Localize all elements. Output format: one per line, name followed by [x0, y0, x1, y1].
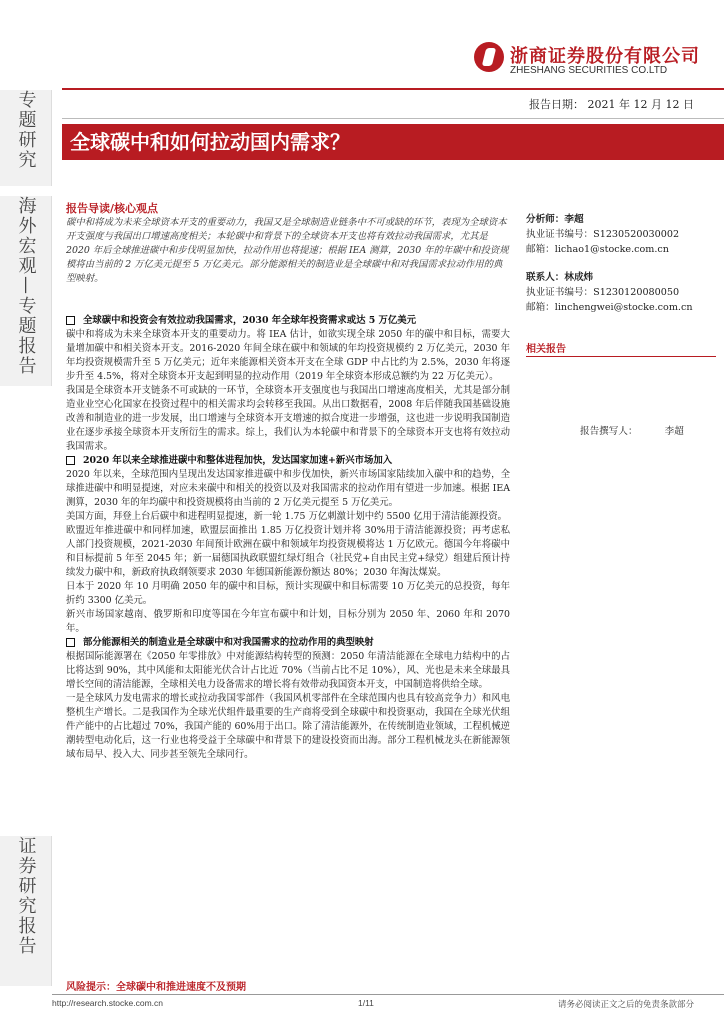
side-tab-type — [0, 836, 52, 986]
report-title: 全球碳中和如何拉动国内需求？ — [70, 130, 350, 154]
header-divider — [62, 88, 724, 90]
section-heading — [66, 636, 510, 650]
footer-divider — [52, 994, 724, 995]
writer-label: 报告撰写人： — [580, 426, 638, 437]
contact-email[interactable]: linchengwei@stocke.com.cn — [554, 302, 693, 313]
cert-number: S1230120080050 — [593, 287, 680, 298]
paragraph: 我国是全球资本开支链条不可或缺的一环节，全球资本开支强度也与我国出口增速高度相关，尤其是部分制造业业空心化国家在投资过程中的相关需求均会转移至我国。从出口数据看，2008 年后伴随我国基础设施改善和制造业的进一步发展，出口增速与全球资本开支增速的拟合度进一步增强，这也进一步说明我国制造业在逐步承接全球资本开支所衍生的需求。综上，我们认为本轮碳中和背景下的全球资本开支也将有效拉动我国需求。 — [66, 385, 510, 452]
risk-warning: 风险提示：全球碳中和推进速度不及预期 — [66, 982, 246, 993]
paragraph: 新兴市场国家越南、俄罗斯和印度等国在今年宣布碳中和计划，目标分别为 2050 年、2060 年和 2070 年。 — [66, 609, 510, 634]
related-reports-divider — [526, 356, 716, 357]
analyst-name: 李超 — [564, 214, 584, 225]
paragraph: 一是全球风力发电需求的增长或拉动我国零部件（我国风机零部件在全球范围内也具有较高竞争力）和风电整机生产增长。二是我国作为全球光伏组件最重要的生产商将受到全球碳中和投资驱动，我国在全球光伏组件产能中的占比超过 70%，我国产能的 60%用于出口。除了清洁能源外，在传统制造业领域，工程机械逆潮转型电动化后，这一行业也将受益于全球碳中和背景下的建设投资而出海。部分工程机械龙头在新能源领域布局早、投入大、同步甚至领先全球同行。 — [66, 693, 510, 760]
page-number: 1/11 — [358, 998, 374, 1008]
intro-heading: 报告导读/核心观点 — [66, 202, 159, 215]
side-tab-category — [0, 196, 52, 386]
section-heading-text: 部分能源相关的制造业是全球碳中和对我国需求的拉动作用的典型映射 — [83, 637, 374, 648]
title-bar — [62, 124, 724, 160]
date-divider — [62, 118, 724, 119]
main-content — [66, 200, 510, 762]
paragraph: 欧盟近年推进碳中和同样加速，欧盟层面推出 1.85 万亿投资计划并将 30%用于清洁能源投资；再考虑私人部门投资规模，2021-2030 年间预计欧洲在碳中和领域年均投资规模将达 1 万亿欧元。德国今年将碳中和目标提前 5 年至 2045 年；新一届德国执政联盟红绿灯组合（社民党+自由民主党+绿党）组建后预计持续发力碳中和，新政府执政纲领要求 2030 年德国新能源份额达 80%；2030 年淘汰煤炭。 — [66, 525, 510, 578]
section-heading-text: 2020 年以来全球推进碳中和整体进程加快，发达国家加速+新兴市场加入 — [83, 455, 393, 466]
report-date: 报告日期： 2021 年 12 月 12 日 — [529, 98, 694, 111]
side-tab-label: 海外宏观—专题报告 — [15, 196, 37, 376]
section-heading-text: 全球碳中和投资会有效拉动我国需求，2030 年全球年投资需求或达 5 万亿美元 — [83, 315, 417, 326]
checkbox-bullet-icon — [66, 316, 75, 325]
paragraph: 日本于 2020 年 10 月明确 2050 年的碳中和目标，预计实现碳中和目标需要 10 万亿美元的总投资，每年折约 3300 亿美元。 — [66, 581, 510, 606]
checkbox-bullet-icon — [66, 456, 75, 465]
contact-role: 联系人： — [526, 272, 565, 283]
checkbox-bullet-icon — [66, 638, 75, 647]
brand-name-en: ZHESHANG SECURITIES CO.LTD — [510, 65, 668, 76]
writer-name: 李超 — [664, 426, 684, 437]
side-tab-label: 专题研究 — [15, 90, 37, 170]
section-heading — [66, 314, 510, 328]
paragraph: 碳中和将成为未来全球资本开支的重要动力。将 IEA 估计，如欲实现全球 2050 年的碳中和目标，需要大量增加碳中和相关资本开支。2016-2020 年间全球在碳中和领域的年均投资规模约 2 万亿美元，2030 年年均投资规模需升至 5 万亿美元；近年来能源相关资本开支在全球 GDP 中占比约为 2.5%，2030 年将逐步升至 4.5%，将对全球资本开支起到明显的拉动作用（2019 年全球资本形成总额约为 22 万亿美元）。 — [66, 329, 510, 382]
brand-name-cn: 浙商证券股份有限公司 — [510, 46, 700, 67]
cert-label: 执业证书编号： — [526, 229, 594, 240]
logo-mark-icon — [474, 42, 504, 72]
brand-logo — [468, 40, 700, 84]
cert-number: S1230520030002 — [593, 229, 680, 240]
side-tab-topic — [0, 90, 52, 186]
side-tab-label: 证券研究报告 — [15, 836, 37, 956]
analyst-email[interactable]: lichao1@stocke.com.cn — [554, 244, 669, 255]
paragraph: 2020 年以来，全球范围内呈现出发达国家推进碳中和步伐加快，新兴市场国家陆续加入碳中和的趋势，全球推进碳中和明显提速，对应未来碳中和相关的投资以及对我国需求的拉动作用有望进一步加速。根据 IEA 测算，2030 年的年均碳中和投资规模将由当前的 2 万亿美元提至 5 万亿美元。 — [66, 469, 510, 508]
report-writer — [580, 423, 684, 437]
footer-disclaimer: 请务必阅读正文之后的免责条款部分 — [557, 1000, 694, 1010]
section-heading — [66, 454, 510, 468]
contact-name: 林成炜 — [564, 272, 594, 283]
related-reports-title: 相关报告 — [526, 344, 566, 355]
analyst-role: 分析师： — [526, 214, 565, 225]
analyst-card — [526, 212, 716, 257]
contact-card — [526, 270, 716, 315]
paragraph: 根据国际能源署在《2050 年零排放》中对能源结构转型的预测：2050 年清洁能源在全球电力结构中的占比将达到 90%，其中风能和太阳能光伏合计占比近 70%（当前占比不足 10%），风、光也是未来全球最具增长空间的清洁能源，全球相关电力设备需求的增长将有效带动我国资本开支，中国制造将供给全球。 — [66, 651, 510, 690]
footer-url[interactable]: http://research.stocke.com.cn — [52, 998, 164, 1008]
cert-label: 执业证书编号： — [526, 287, 594, 298]
paragraph: 美国方面，拜登上台后碳中和进程明显提速，新一轮 1.75 万亿刺激计划中约 5500 亿用于清洁能源投资。 — [66, 511, 508, 522]
email-label: 邮箱： — [526, 244, 555, 255]
intro-text: 碳中和将成为未来全球资本开支的重要动力，我国又是全球制造业链条中不可或缺的环节，表现为全球资本开支强度与我国出口增速高度相关；本轮碳中和背景下的全球资本开支也将有效拉动我国需求，尤其是 2020 年后全球推进碳中和步伐明显加快，拉动作用也将提速；根据 IEA 测算，2030 年的年碳中和投资规模将由当前的 2 万亿美元提至 5 万亿美元。部分能源相关的制造业是全球碳中和对我国需求拉动作用的典型映射。 — [66, 217, 509, 284]
email-label: 邮箱： — [526, 302, 555, 313]
